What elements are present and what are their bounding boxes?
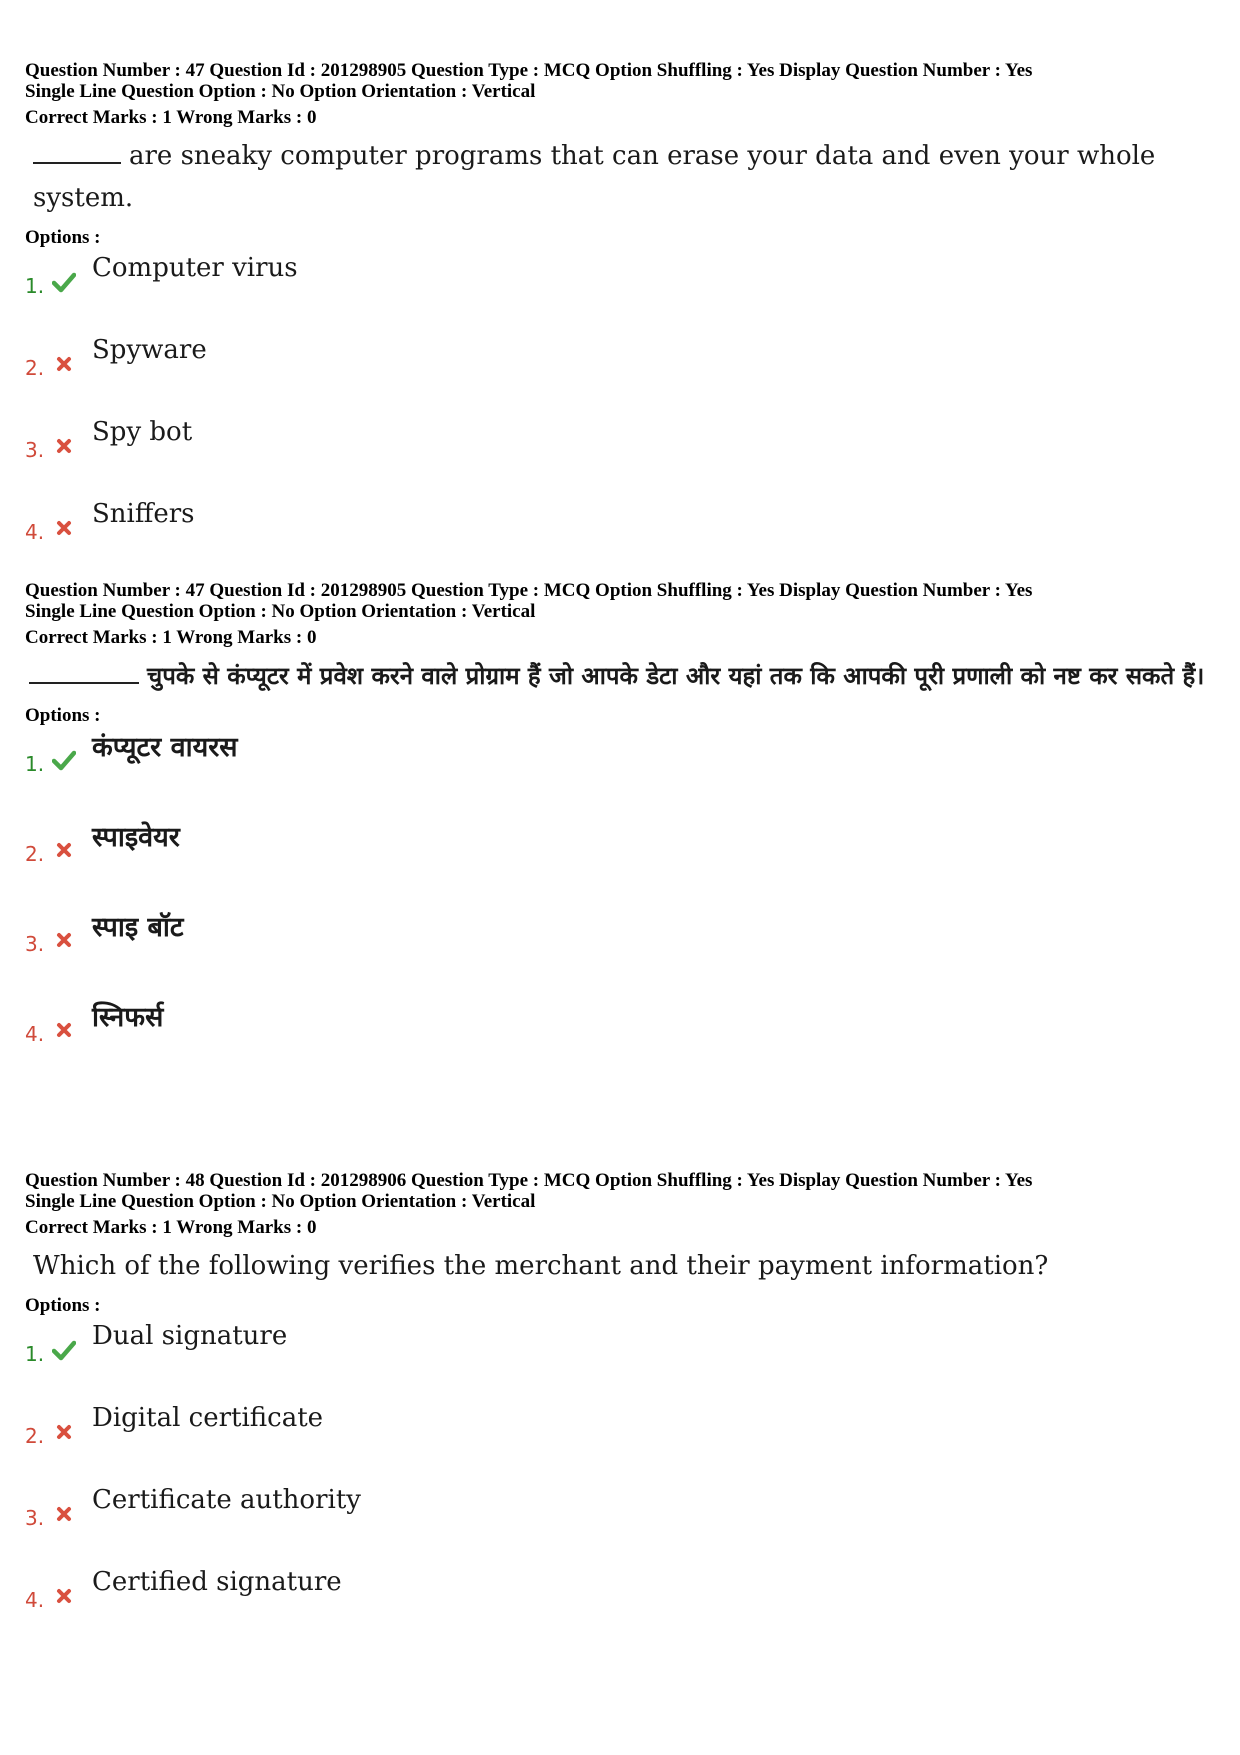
option-text: Dual signature [92, 1321, 288, 1351]
question-meta-line2: Single Line Question Option : No Option Orientation : Vertical [25, 81, 536, 102]
option-number: 3. [25, 1506, 45, 1530]
option-4 [25, 495, 1215, 577]
cross-icon [51, 1017, 77, 1043]
cross-icon [51, 1501, 77, 1527]
cross-icon [51, 837, 77, 863]
question-text [25, 135, 1215, 219]
question-block-48-en [25, 1170, 1215, 1645]
question-text [25, 655, 1215, 697]
question-text-body: चुपके से कंप्यूटर में प्रवेश करने वाले प्रोग्राम हैं जो आपके डेटा और यहां तक कि आपकी पूरी प्रणाली को नष्ट कर सकते हैं। [147, 661, 1205, 690]
option-number: 1. [25, 752, 45, 776]
cross-icon [51, 515, 77, 541]
option-4 [25, 1563, 1215, 1645]
question-meta-line1: Question Number : 48 Question Id : 201298906 Question Type : MCQ Option Shuffling : Yes Display Question Number : Yes [25, 1170, 1033, 1191]
option-number: 1. [25, 1342, 45, 1366]
question-meta-line1: Question Number : 47 Question Id : 201298905 Question Type : MCQ Option Shuffling : Yes Display Question Number : Yes [25, 60, 1033, 81]
question-block-47-en [25, 60, 1215, 577]
option-number: 3. [25, 932, 45, 956]
option-text: Certified signature [92, 1567, 342, 1597]
options-label: Options : [25, 1295, 101, 1316]
option-number: 4. [25, 1588, 45, 1612]
cross-icon [51, 1583, 77, 1609]
option-number: 3. [25, 438, 45, 462]
checkmark-icon [51, 1337, 77, 1363]
marks-line: Correct Marks : 1 Wrong Marks : 0 [25, 627, 317, 648]
option-number: 4. [25, 520, 45, 544]
options-list [25, 727, 1215, 1087]
checkmark-icon [51, 269, 77, 295]
option-text: Spy bot [92, 417, 193, 447]
cross-icon [51, 433, 77, 459]
question-text [25, 1245, 1215, 1287]
options-list [25, 249, 1215, 577]
question-text-body: are sneaky computer programs that can erase your data and even your whole system. [33, 141, 1156, 213]
option-text: Computer virus [92, 253, 298, 283]
marks-line: Correct Marks : 1 Wrong Marks : 0 [25, 1217, 317, 1238]
cross-icon [51, 351, 77, 377]
option-3 [25, 907, 1215, 997]
option-1 [25, 1317, 1215, 1399]
option-text: स्निफर्स [92, 1002, 164, 1033]
option-text: Sniffers [92, 499, 195, 529]
option-1 [25, 249, 1215, 331]
question-meta-line1: Question Number : 47 Question Id : 201298905 Question Type : MCQ Option Shuffling : Yes Display Question Number : Yes [25, 580, 1033, 601]
option-3 [25, 413, 1215, 495]
option-4 [25, 997, 1215, 1087]
option-text: Spyware [92, 335, 207, 365]
checkmark-icon [51, 747, 77, 773]
option-number: 1. [25, 274, 45, 298]
option-number: 4. [25, 1022, 45, 1046]
options-label: Options : [25, 705, 101, 726]
answer-blank [33, 140, 121, 164]
question-meta-line2: Single Line Question Option : No Option Orientation : Vertical [25, 1191, 536, 1212]
option-text: स्पाइवेयर [92, 822, 180, 853]
options-label: Options : [25, 227, 101, 248]
question-meta-line2: Single Line Question Option : No Option Orientation : Vertical [25, 601, 536, 622]
option-text: Certificate authority [92, 1485, 361, 1515]
question-block-47-hi [25, 580, 1215, 1087]
option-2 [25, 817, 1215, 907]
option-1 [25, 727, 1215, 817]
cross-icon [51, 1419, 77, 1445]
option-number: 2. [25, 1424, 45, 1448]
cross-icon [51, 927, 77, 953]
option-3 [25, 1481, 1215, 1563]
option-number: 2. [25, 356, 45, 380]
option-text: Digital certificate [92, 1403, 324, 1433]
option-text: कंप्यूटर वायरस [92, 732, 238, 763]
option-2 [25, 331, 1215, 413]
options-list [25, 1317, 1215, 1645]
option-2 [25, 1399, 1215, 1481]
option-text: स्पाइ बॉट [92, 912, 184, 943]
answer-blank [29, 660, 139, 684]
marks-line: Correct Marks : 1 Wrong Marks : 0 [25, 107, 317, 128]
option-number: 2. [25, 842, 45, 866]
question-text-body: Which of the following verifies the merchant and their payment information? [33, 1251, 1049, 1281]
